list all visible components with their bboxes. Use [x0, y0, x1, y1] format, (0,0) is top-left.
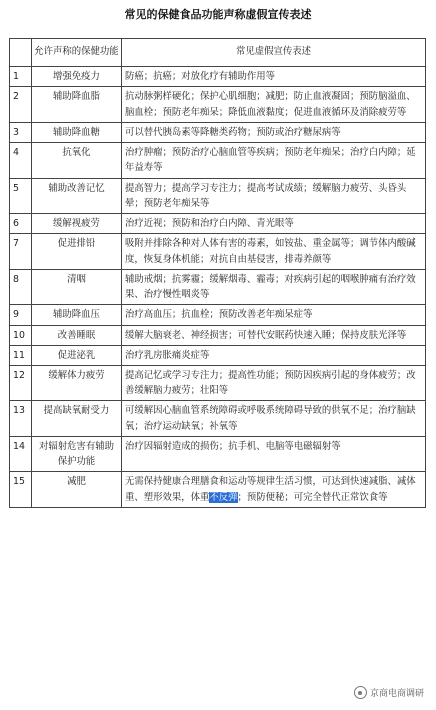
- row-no: 3: [10, 122, 32, 142]
- row-function: 促进排铅: [32, 234, 122, 269]
- row-function: 辅助降血糖: [32, 122, 122, 142]
- row-function: 减肥: [32, 472, 122, 507]
- row-description: [122, 472, 426, 507]
- row-description: 治疗近视；预防和治疗白内障、青光眼等: [122, 214, 426, 234]
- table-row: [10, 401, 426, 436]
- table-header-row: [10, 39, 426, 67]
- table-row: [10, 305, 426, 325]
- header-no: [10, 39, 32, 67]
- table-row: [10, 143, 426, 178]
- row-description: 治疗因辐射造成的损伤；抗手机、电脑等电磁辐射等: [122, 436, 426, 471]
- document-title: 常见的保健食品功能声称虚假宣传表述: [124, 8, 312, 21]
- claims-table: [9, 38, 426, 508]
- row-no: 9: [10, 305, 32, 325]
- row-description: 治疗高血压；抗血栓；预防改善老年痴呆症等: [122, 305, 426, 325]
- row-function: 辅助降血脂: [32, 87, 122, 122]
- row-no: 12: [10, 365, 32, 400]
- row-description: 可缓解因心脑血管系统障碍或呼吸系统障碍导致的供氧不足；治疗脑缺氧；治疗运动缺氧；补氧等: [122, 401, 426, 436]
- table-row: [10, 67, 426, 87]
- row-function: 缓解体力疲劳: [32, 365, 122, 400]
- row-no: 1: [10, 67, 32, 87]
- row-function: 提高缺氧耐受力: [32, 401, 122, 436]
- header-description: 常见虚假宣传表述: [122, 39, 426, 67]
- row-function: 辅助改善记忆: [32, 178, 122, 213]
- row-function: 清咽: [32, 269, 122, 304]
- row-function: 抗氧化: [32, 143, 122, 178]
- description-text: 无需保持健康合理膳食和运动等规律生活习惯，可达到快速减脂、减体重、塑形效果，体重: [125, 476, 416, 503]
- row-no: 6: [10, 214, 32, 234]
- table-row: [10, 87, 426, 122]
- row-description: 可以替代胰岛素等降糖类药物；预防或治疗糖尿病等: [122, 122, 426, 142]
- description-text: ；预防便秘；可完全替代正常饮食等: [237, 491, 388, 503]
- watermark-text: 京商电商调研: [369, 689, 424, 699]
- row-function: 辅助降血压: [32, 305, 122, 325]
- row-function: 改善睡眠: [32, 325, 122, 345]
- table-row: [10, 178, 426, 213]
- row-description: 抗动脉粥样硬化；保护心肌细胞；减肥；防止血液凝固；预防脑溢血、脑血栓；预防老年痴呆；降低血液黏度；促进血液循环及消除疲劳等: [122, 87, 426, 122]
- row-function: 缓解视疲劳: [32, 214, 122, 234]
- table-row: [10, 269, 426, 304]
- row-function: 增强免疫力: [32, 67, 122, 87]
- header-function: 允许声称的保健功能: [32, 39, 122, 67]
- row-description: 提高记忆或学习专注力；提高性功能；预防因疾病引起的身体疲劳；改善缓解脑力疲劳；壮阳等: [122, 365, 426, 400]
- table-row: [10, 472, 426, 507]
- row-description: 吸附并排除各种对人体有害的毒素，如铵盐、重金属等；调节体内酸碱度，恢复身体机能；对抗自由基侵害，排毒养颜等: [122, 234, 426, 269]
- row-no: 7: [10, 234, 32, 269]
- row-description: 缓解大脑衰老、神经损害；可替代安眠药快速入睡；保持皮肤光泽等: [122, 325, 426, 345]
- row-no: 10: [10, 325, 32, 345]
- row-function: 对辐射危害有辅助保护功能: [32, 436, 122, 471]
- row-description: 提高智力；提高学习专注力；提高考试成绩；缓解脑力疲劳、头昏头晕；预防老年痴呆等: [122, 178, 426, 213]
- table-row: [10, 365, 426, 400]
- row-no: 13: [10, 401, 32, 436]
- row-no: 14: [10, 436, 32, 471]
- table-row: [10, 214, 426, 234]
- row-description: 治疗肿瘤；预防治疗心脑血管等疾病；预防老年痴呆；治疗白内障；延年益寿等: [122, 143, 426, 178]
- table-row: [10, 122, 426, 142]
- row-function: 促进泌乳: [32, 345, 122, 365]
- table-row: [10, 325, 426, 345]
- row-no: 15: [10, 472, 32, 507]
- row-no: 5: [10, 178, 32, 213]
- table-row: [10, 345, 426, 365]
- wechat-logo-icon: [354, 686, 367, 699]
- row-no: 4: [10, 143, 32, 178]
- watermark: [352, 685, 426, 700]
- row-description: 治疗乳房胀痛炎症等: [122, 345, 426, 365]
- row-no: 2: [10, 87, 32, 122]
- row-description: 辅助戒烟；抗雾霾；缓解烟毒、霾毒；对疾病引起的咽喉肿痛有治疗效果、治疗慢性咽炎等: [122, 269, 426, 304]
- row-description: 防癌；抗癌；对放化疗有辅助作用等: [122, 67, 426, 87]
- table-row: [10, 234, 426, 269]
- row-no: 11: [10, 345, 32, 365]
- row-no: 8: [10, 269, 32, 304]
- selected-text-highlight[interactable]: 不反弹: [209, 491, 238, 503]
- table-row: [10, 436, 426, 471]
